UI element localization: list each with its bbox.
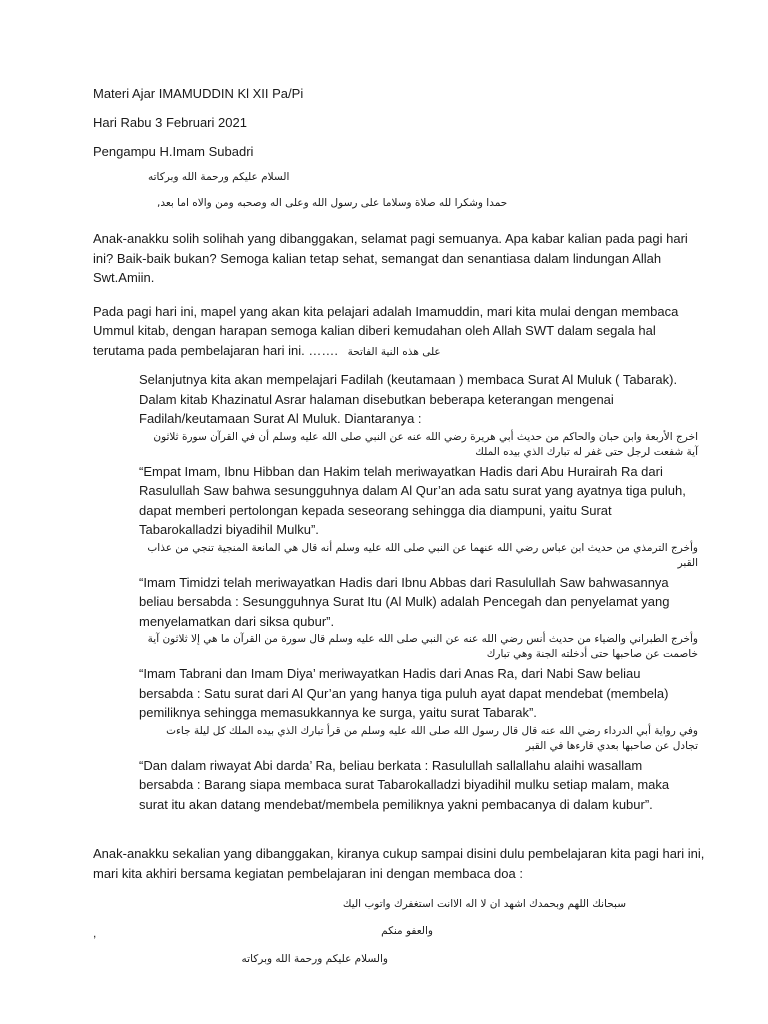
hadith-translation-1: “Empat Imam, Ibnu Hibban dan Hakim telah meriwayatkan Hadis dari Abu Hurairah Ra dari Rasulullah Saw bahwa sesungguhnya dalam Al Qur’an ada satu surat yang ayatnya tiga puluh, dapat memberi pertolongan kepada seseorang sehingga dia diampuni, yaitu Surat Tabarokalladzi biyadihil Mulku”.: [139, 463, 686, 537]
closing-paragraph: Anak-anakku sekalian yang dibanggakan, kiranya cukup sampai disini dulu pembelajaran kita pagi hari ini, mari kita akhiri bersama kegiatan pembelajaran ini dengan membaca doa :: [93, 846, 705, 881]
closing-salam-arabic: والسلام عليكم ورحمة الله وبركاته: [241, 953, 388, 965]
header-date: Hari Rabu 3 Februari 2021: [93, 115, 247, 130]
hadith-translation-3: “Imam Tabrani dan Imam Diya’ meriwayatkan Hadis dari Anas Ra, dari Nabi Saw beliau bersabda : Satu surat dari Al Qur’an yang hanya tiga puluh ayat dapat mendebat (membela) pemiliknya sehingga memasukkannya ke surga, yaitu surat Tabarak”.: [139, 666, 669, 720]
section-intro-1: Selanjutnya kita akan mempelajari Fadilah (keutamaan ) membaca Surat Al Muluk ( Tabarak).: [139, 372, 678, 387]
paragraph-intro: [93, 302, 708, 361]
greeting-arabic: السلام عليكم ورحمة الله وبركاته: [148, 171, 290, 183]
fadilah-section: [93, 370, 708, 814]
hadith-arabic-4: وفي رواية أبي الدرداء رضي الله عنه قال قال رسول الله صلى الله عليه وسلم من قرأ تبارك الذي بيده الملك كل ليلة جاءت تجادل عن صاحبها بعدي قارءها في القبر: [166, 724, 698, 752]
doa-arabic: سبحانك اللهم وبحمدك اشهد ان لا اله الاانت استغفرك واتوب اليك: [342, 898, 626, 910]
hadith-translation-2: “Imam Timidzi telah meriwayatkan Hadis dari Ibnu Abbas dari Rasulullah Saw bahwasannya beliau bersabda : Sesungguhnya Surat Itu (Al Mulk) adalah Pencegah dan penyelamat yang menyelamatkan dari siksa qubur”.: [139, 574, 670, 629]
header-teacher: Pengampu H.Imam Subadri: [93, 144, 254, 159]
paragraph-intro-arabic: على هذه النية الفاتحة: [347, 345, 441, 358]
paragraph-greeting: Anak-anakku solih solihah yang dibanggakan, selamat pagi semuanya. Apa kabar kalian pada pagi hari ini? Baik-baik bukan? Semoga kalian tetap sehat, semangat dan senantiasa dalam lindungan Allah Swt.Amiin.: [93, 231, 688, 285]
hadith-translation-4: “Dan dalam riwayat Abi darda’ Ra, beliau berkata : Rasulullah sallallahu alaihi wasallam bersabda : Barang siapa membaca surat Tabarokalladzi biyadihil mulku setiap malam, maka surat itu akan datang mendebat/membela pemiliknya yakni pembacanya di dalam kubur”.: [139, 757, 670, 812]
section-intro-2: Dalam kitab Khazinatul Asrar halaman disebutkan beberapa keterangan mengenai Fadilah/keutamaan Surat Al Muluk. Diantaranya :: [139, 391, 614, 426]
hadith-arabic-1: اخرج الأربعة وابن حبان والحاكم من حديث أبي هريرة رضي الله عنه عن النبي صلى الله عليه وسلم أن في القرآن سورة ثلاثون آية شفعت لرجل حتى غفر له تبارك الذي بيده الملك: [153, 430, 698, 458]
opening-arabic: حمدا وشكرا لله صلاة وسلاما على رسول الله وعلى اله وصحبه ومن والاه اما بعد,: [157, 197, 508, 209]
header-title: Materi Ajar IMAMUDDIN Kl XII Pa/Pi: [93, 86, 304, 101]
hadith-arabic-2: وأخرج الترمذي من حديث ابن عباس رضي الله عنهما عن النبي صلى الله عليه وسلم أنه قال هي المانعة المنجية تنجي من عذاب القبر: [147, 541, 698, 569]
paragraph-intro-text: Pada pagi hari ini, mapel yang akan kita pelajari adalah Imamuddin, mari kita mulai dengan membaca Ummul kitab, dengan harapan semoga kalian diberi kemudahan oleh Allah SWT dalam segala hal terutama pada pembelajaran hari ini. …….: [93, 303, 679, 358]
hadith-arabic-3: وأخرج الطبراني والضياء من حديث أنس رضي الله عنه عن النبي صلى الله عليه وسلم قال سورة من القرآن ما هي إلا ثلاثون آية خاصمت عن صاحبها حتى أدخلته الجنة وهي تبارك: [147, 633, 698, 660]
stray-comma: ,: [93, 926, 97, 940]
apology-arabic: والعفو منكم: [381, 925, 433, 937]
